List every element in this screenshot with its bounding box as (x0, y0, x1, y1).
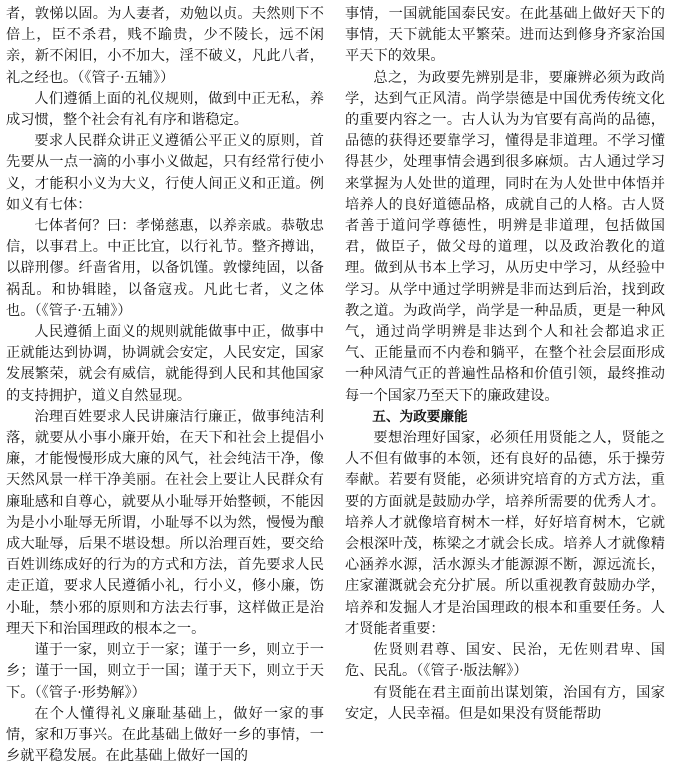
paragraph-left-1: 者，敦悌以固。为人妻者，劝勉以贞。夫然则下不倍上，臣不杀君，贱不踰贵，少不陵长，远不闲亲，新不闲旧，小不加大，淫不破义，凡此八者，礼之经也。（《管子·五辅》） (6, 6, 324, 86)
paragraph-right-3: 要想治理好国家，必须任用贤能之人，贤能之人不但有做事的本领，还有良好的品德，乐于操劳奉献。若要有贤能，必须讲究培育的方式方法，重要的方面就是鼓励办学，培养所需要的优秀人才。培养人才就像培育树木一样，好好培育树木，它就会根深叶茂，栋梁之才就会长成。培养人才就像精心涵养水源，活水源头才能源源不断，源远流长，庄家灌溉就会充分扩展。所以重视教育鼓励办学，培养和发掘人才是治国理政的根本和重要任务。人才贤能者重要： (345, 430, 665, 637)
paragraph-right-1: 事情，一国就能国泰民安。在此基础上做好天下的事情，天下就能太平繁荣。进而达到修身齐家治国平天下的效果。 (345, 6, 665, 65)
paragraph-left-2: 人们遵循上面的礼仪规则，做到中正无私，养成习惯，整个社会有礼有序和谐稳定。 (6, 90, 324, 129)
paragraph-left-3: 要求人民群众讲正义遵循公平正义的原则，首先要从一点一滴的小事小义做起，只有经常行使小义，才能积小义为大义，行使人间正义和正道。例如义有七体： (6, 133, 324, 213)
paragraph-left-4: 人民遵循上面义的规则就能做事中正，做事中正就能达到协调，协调就会安定，人民安定，国家发展繁荣，就会有威信，就能得到人民和其他国家的支持拥护，道义自然显现。 (6, 324, 324, 404)
left-column (6, 4, 324, 767)
paragraph-left-6: 在个人懂得礼义廉耻基础上，做好一家的事情，家和万事兴。在此基础上做好一乡的事情，一乡就平稳发展。在此基础上做好一国的 (6, 705, 324, 765)
quote-left-2: 谨于一家，则立于一家；谨于一乡，则立于一乡；谨于一国，则立于一国；谨于天下，则立于天下。（《管子·形势解》） (6, 642, 324, 701)
section-heading: 五、为政要廉能 (372, 408, 468, 425)
quote-right-1: 佐贤则君尊、国安、民治，无佐则君卑、国危、民乱。（《管子·版法解》） (345, 642, 665, 680)
quote-left-1: 七体者何？曰：孝悌慈惠，以养亲戚。恭敬忠信，以事君上。中正比宜，以行礼节。整齐撙诎，以辟刑僇。纤啬省用，以备饥馑。敦懞纯固，以备祸乱。和协辑睦，以备寇戎。凡此七者，义之体也。（《管子·五辅》） (6, 218, 324, 319)
paragraph-left-5: 治理百姓要求人民讲廉洁行廉正，做事纯洁利落，就要从小事小廉开始，在天下和社会上提倡小廉，才能慢慢形成大廉的风气，社会纯洁干净，像天然风景一样干净美丽。在社会上要让人民群众有廉耻感和自尊心，就要从小耻辱开始整顿，不能因为是小小耻辱无所谓，小耻辱不以为然，慢慢为酿成大耻辱，后果不堪设想。所以治理百姓，要交给百姓训练成好的行为的方式和方法，首先要求人民走正道，要求人民遵循小礼，行小义，修小廉，饬小耻，禁小邪的原则和方法去行事，这样做正是治理天下和治国理政的根本之一。 (6, 408, 324, 637)
paragraph-right-2: 总之，为政要先辨别是非，要廉辨必须为政尚学，达到气正风清。尚学崇德是中国优秀传统文化的重要内容之一。古人认为为官要有高尚的品德，品德的获得还要靠学习，懂得是非道理。不学习懂得甚少，处理事情会遇到很多麻烦。古人通过学习来掌握为人处世的道理，同时在为人处世中体悟并培养人的良好道德品格，成就自己的人格。古人贤者善于道问学尊德性，明辨是非道理，包括做国君，做臣子，做父母的道理，以及政治教化的道理。做到从书本上学习，从历史中学习，从经验中学习。从学中通过学明辨是非而达到后治，找到政教之道。为政尚学，尚学是一种品质，更是一种风气，通过尚学明辨是非达到个人和社会都追求正气、正能量而不内卷和躺平，在整个社会层面形成一种风清气正的普遍性品格和价值引领，最终推动每一个国家乃至天下的廉政建设。 (345, 69, 665, 404)
paragraph-right-4: 有贤能在君主面前出谋划策，治国有方，国家安定，人民幸福。但是如果没有贤能帮助 (345, 684, 665, 722)
right-column (345, 4, 665, 725)
